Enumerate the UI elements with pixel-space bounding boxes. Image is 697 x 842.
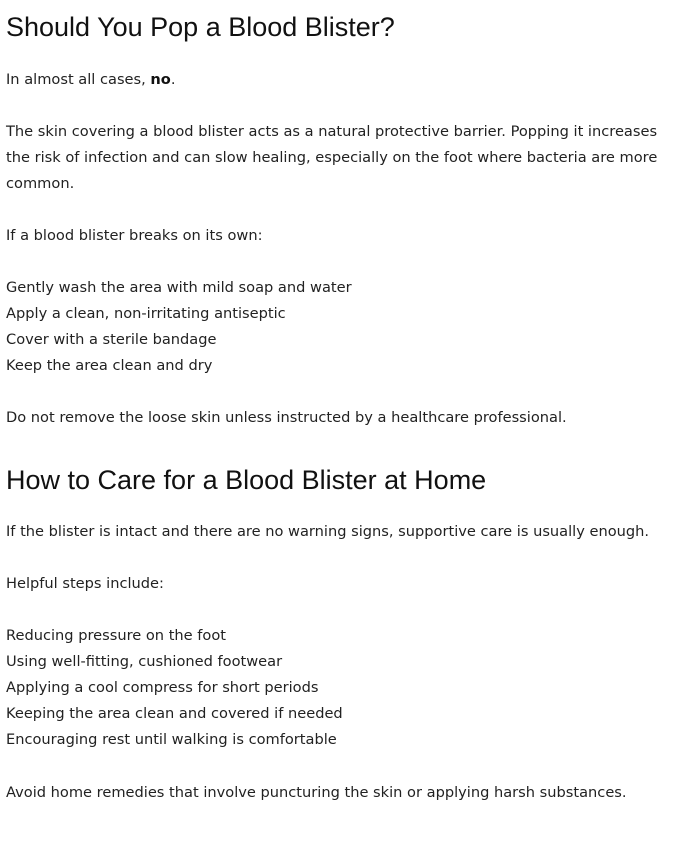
helpful-steps-list xyxy=(6,623,343,753)
breaks-intro-text: If a blood blister breaks on its own: xyxy=(6,227,263,244)
home-remedies-warning: Avoid home remedies that involve puncturing the skin or applying harsh substances. xyxy=(6,784,627,801)
list-item: Using well-fitting, cushioned footwear xyxy=(6,653,283,670)
section-heading-home-care: How to Care for a Blood Blister at Home xyxy=(6,465,487,495)
helpful-steps-intro: Helpful steps include: xyxy=(6,575,164,592)
list-item: Keeping the area clean and covered if needed xyxy=(6,705,343,722)
breaks-steps-list xyxy=(6,275,352,379)
paragraph-line: The skin covering a blood blister acts as a natural protective barrier. Popping it increases xyxy=(6,123,658,140)
protective-barrier-paragraph xyxy=(6,119,657,197)
list-item: Keep the area clean and dry xyxy=(6,357,213,374)
list-item: Encouraging rest until walking is comfortable xyxy=(6,731,337,748)
list-item: Gently wash the area with mild soap and water xyxy=(6,279,352,296)
paragraph-line: the risk of infection and can slow healing, especially on the foot where bacteria are more xyxy=(6,149,658,166)
intro-suffix: . xyxy=(170,71,176,88)
loose-skin-warning: Do not remove the loose skin unless instructed by a healthcare professional. xyxy=(6,409,567,426)
intro-bold-answer: no xyxy=(150,71,171,88)
intro-paragraph xyxy=(6,67,175,93)
list-item: Applying a cool compress for short periods xyxy=(6,679,319,696)
section-heading-pop-blister: Should You Pop a Blood Blister? xyxy=(6,12,395,42)
paragraph-line: common. xyxy=(6,175,75,192)
list-item: Cover with a sterile bandage xyxy=(6,331,217,348)
list-item: Apply a clean, non-irritating antiseptic xyxy=(6,305,286,322)
home-care-intro: If the blister is intact and there are no warning signs, supportive care is usually enough. xyxy=(6,523,650,540)
list-item: Reducing pressure on the foot xyxy=(6,627,227,644)
intro-prefix: In almost all cases, xyxy=(6,71,151,88)
